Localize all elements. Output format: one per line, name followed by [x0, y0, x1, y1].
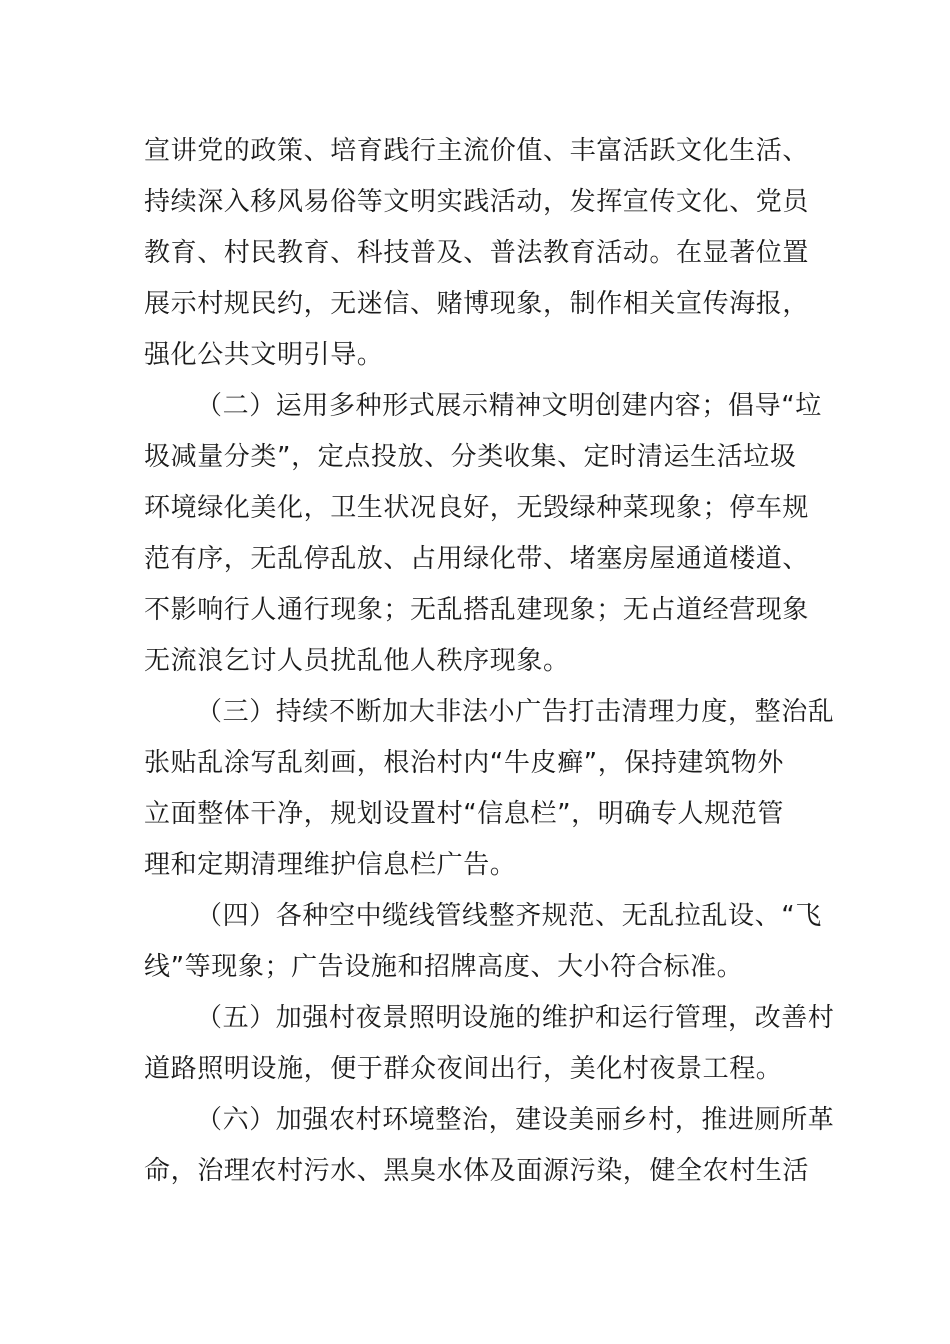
- text-line: 宣讲党的政策、培育践行主流价值、丰富活跃文化生活、: [144, 136, 810, 166]
- paragraph-item-2: [144, 381, 822, 687]
- text-line: （三）持续不断加大非法小广告打击清理力度，整治乱: [196, 697, 835, 727]
- text-line: 持续深入移风易俗等文明实践活动，发挥宣传文化、党员: [144, 187, 810, 217]
- text-line: 强化公共文明引导。: [144, 340, 384, 370]
- paragraph-item-6: [144, 1095, 835, 1197]
- text-line: （五）加强村夜景照明设施的维护和运行管理，改善村: [196, 1003, 835, 1033]
- document-body: [144, 126, 835, 1197]
- text-line: 无流浪乞讨人员扰乱他人秩序现象。: [144, 646, 570, 676]
- text-line: 命，治理农村污水、黑臭水体及面源污染，健全农村生活: [144, 1156, 810, 1186]
- text-line: 教育、村民教育、科技普及、普法教育活动。在显著位置: [144, 238, 810, 268]
- text-line: 立面整体干净，规划设置村“信息栏”，明确专人规范管: [144, 799, 784, 829]
- text-line: 展示村规民约，无迷信、赌博现象，制作相关宣传海报，: [144, 289, 810, 319]
- text-line: 范有序，无乱停乱放、占用绿化带、堵塞房屋通道楼道、: [144, 544, 810, 574]
- text-line: 理和定期清理维护信息栏广告。: [144, 850, 517, 880]
- text-line: （二）运用多种形式展示精神文明创建内容；倡导“垃: [196, 391, 822, 421]
- paragraph-item-4: [144, 891, 822, 993]
- text-line: 环境绿化美化，卫生状况良好，无毁绿种菜现象；停车规: [144, 493, 810, 523]
- paragraph-item-5: [144, 993, 835, 1095]
- text-line: 线”等现象；广告设施和招牌高度、大小符合标准。: [144, 952, 744, 982]
- paragraph-culture-activities: [144, 126, 808, 381]
- text-line: （四）各种空中缆线管线整齐规范、无乱拉乱设、“飞: [196, 901, 822, 931]
- text-line: 张贴乱涂写乱刻画，根治村内“牛皮癣”，保持建筑物外: [144, 748, 784, 778]
- text-line: 圾减量分类”，定点投放、分类收集、定时清运生活垃圾: [144, 442, 797, 472]
- paragraph-item-3: [144, 687, 835, 891]
- text-line: （六）加强农村环境整治，建设美丽乡村，推进厕所革: [196, 1105, 835, 1135]
- text-line: 不影响行人通行现象；无乱搭乱建现象；无占道经营现象: [144, 595, 810, 625]
- text-line: 道路照明设施，便于群众夜间出行，美化村夜景工程。: [144, 1054, 783, 1084]
